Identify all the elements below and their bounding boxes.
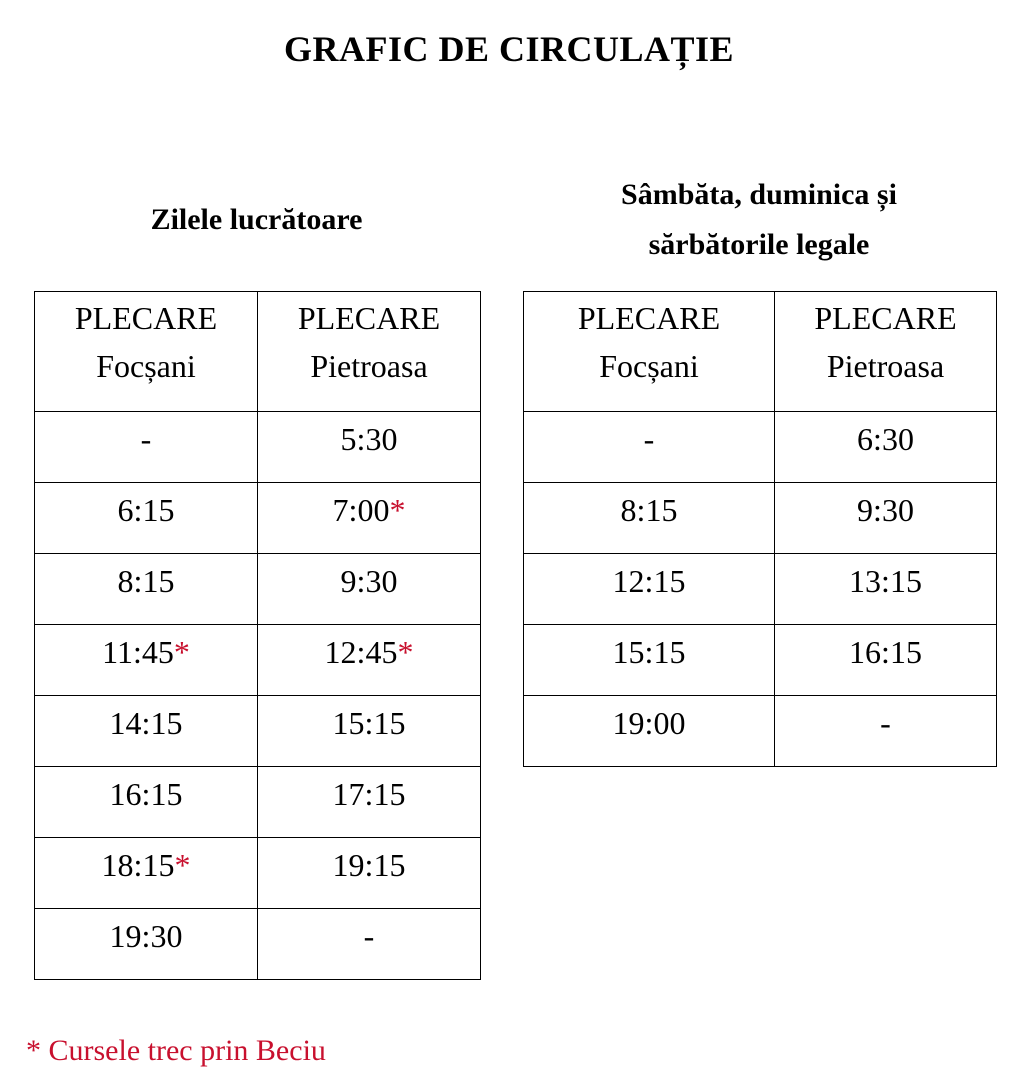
asterisk-mark: * — [389, 492, 406, 528]
departure-cell — [524, 412, 775, 483]
departure-cell — [775, 696, 997, 767]
departure-time: 15:15 — [612, 634, 686, 670]
departure-time: - — [363, 918, 375, 954]
column-header-pietroasa — [775, 292, 997, 412]
departure-cell — [258, 838, 481, 909]
table-row — [35, 838, 481, 909]
departure-time: 19:00 — [612, 705, 686, 741]
departure-cell — [258, 767, 481, 838]
table-row — [524, 412, 997, 483]
departure-cell — [775, 625, 997, 696]
column-header-line1: PLECARE — [814, 300, 957, 336]
weekdays-heading: Zilele lucrătoare — [150, 203, 363, 236]
table-row — [524, 554, 997, 625]
departure-time: - — [140, 421, 152, 457]
departure-time: 6:30 — [857, 421, 914, 457]
table-row — [35, 696, 481, 767]
column-header-line1: PLECARE — [577, 300, 721, 336]
departure-time: - — [643, 421, 655, 457]
departure-cell — [35, 412, 258, 483]
weekdays-schedule-table — [34, 291, 481, 980]
departure-time: 8:15 — [620, 492, 678, 528]
column-header-pietroasa — [258, 292, 481, 412]
weekend-schedule-table — [523, 291, 997, 767]
departure-cell — [258, 554, 481, 625]
departure-cell — [775, 412, 997, 483]
departure-cell — [775, 554, 997, 625]
departure-time: - — [880, 705, 891, 741]
table-row — [35, 625, 481, 696]
table-row — [35, 483, 481, 554]
table-row — [35, 909, 481, 980]
departure-cell — [35, 483, 258, 554]
departure-cell — [524, 483, 775, 554]
departure-cell — [258, 483, 481, 554]
departure-cell — [35, 767, 258, 838]
departure-time: 19:30 — [109, 918, 183, 954]
departure-time: 12:15 — [612, 563, 686, 599]
departure-time: 16:15 — [109, 776, 183, 812]
weekend-heading — [523, 170, 995, 270]
departure-cell — [775, 483, 997, 554]
column-header-line1: PLECARE — [297, 300, 441, 336]
departure-time: 15:15 — [332, 705, 406, 741]
column-header-line2: Pietroasa — [826, 348, 945, 384]
departure-time: 9:30 — [340, 563, 398, 599]
table-row — [524, 483, 997, 554]
departure-time: 18:15 — [101, 847, 175, 883]
departure-cell — [258, 412, 481, 483]
table-row — [35, 412, 481, 483]
departure-time: 9:30 — [857, 492, 914, 528]
column-header-focsani — [35, 292, 258, 412]
departure-time: 19:15 — [332, 847, 406, 883]
departure-time: 17:15 — [332, 776, 406, 812]
departure-cell — [35, 625, 258, 696]
departure-time: 11:45 — [102, 634, 174, 670]
departure-cell — [35, 909, 258, 980]
weekend-heading-line1: Sâmbăta, duminica și — [621, 178, 897, 211]
departure-time: 12:45 — [324, 634, 398, 670]
asterisk-mark: * — [173, 634, 190, 670]
departure-cell — [35, 838, 258, 909]
column-header-line1: PLECARE — [74, 300, 218, 336]
column-header-focsani — [524, 292, 775, 412]
column-header-line2: Focșani — [599, 348, 699, 384]
departure-time: 8:15 — [117, 563, 175, 599]
departure-cell — [524, 554, 775, 625]
departure-cell — [524, 696, 775, 767]
departure-cell — [258, 625, 481, 696]
weekend-heading-line2: sărbătorile legale — [648, 228, 870, 261]
footnote-beciu: * Cursele trec prin Beciu — [26, 1034, 326, 1067]
departure-cell — [35, 696, 258, 767]
column-header-line2: Focșani — [96, 348, 196, 384]
departure-time: 6:15 — [117, 492, 175, 528]
departure-cell — [524, 625, 775, 696]
departure-cell — [258, 909, 481, 980]
departure-time: 13:15 — [849, 563, 922, 599]
departure-cell — [35, 554, 258, 625]
table-header-row — [35, 292, 481, 412]
table-row — [524, 696, 997, 767]
table-header-row — [524, 292, 997, 412]
column-header-line2: Pietroasa — [310, 348, 428, 384]
departure-time: 7:00 — [332, 492, 390, 528]
table-row — [35, 554, 481, 625]
asterisk-mark: * — [174, 847, 191, 883]
page-title: GRAFIC DE CIRCULAȚIE — [283, 29, 735, 69]
departure-time: 14:15 — [109, 705, 183, 741]
table-row — [524, 625, 997, 696]
departure-time: 16:15 — [849, 634, 922, 670]
departure-time: 5:30 — [340, 421, 398, 457]
asterisk-mark: * — [397, 634, 414, 670]
table-row — [35, 767, 481, 838]
departure-cell — [258, 696, 481, 767]
